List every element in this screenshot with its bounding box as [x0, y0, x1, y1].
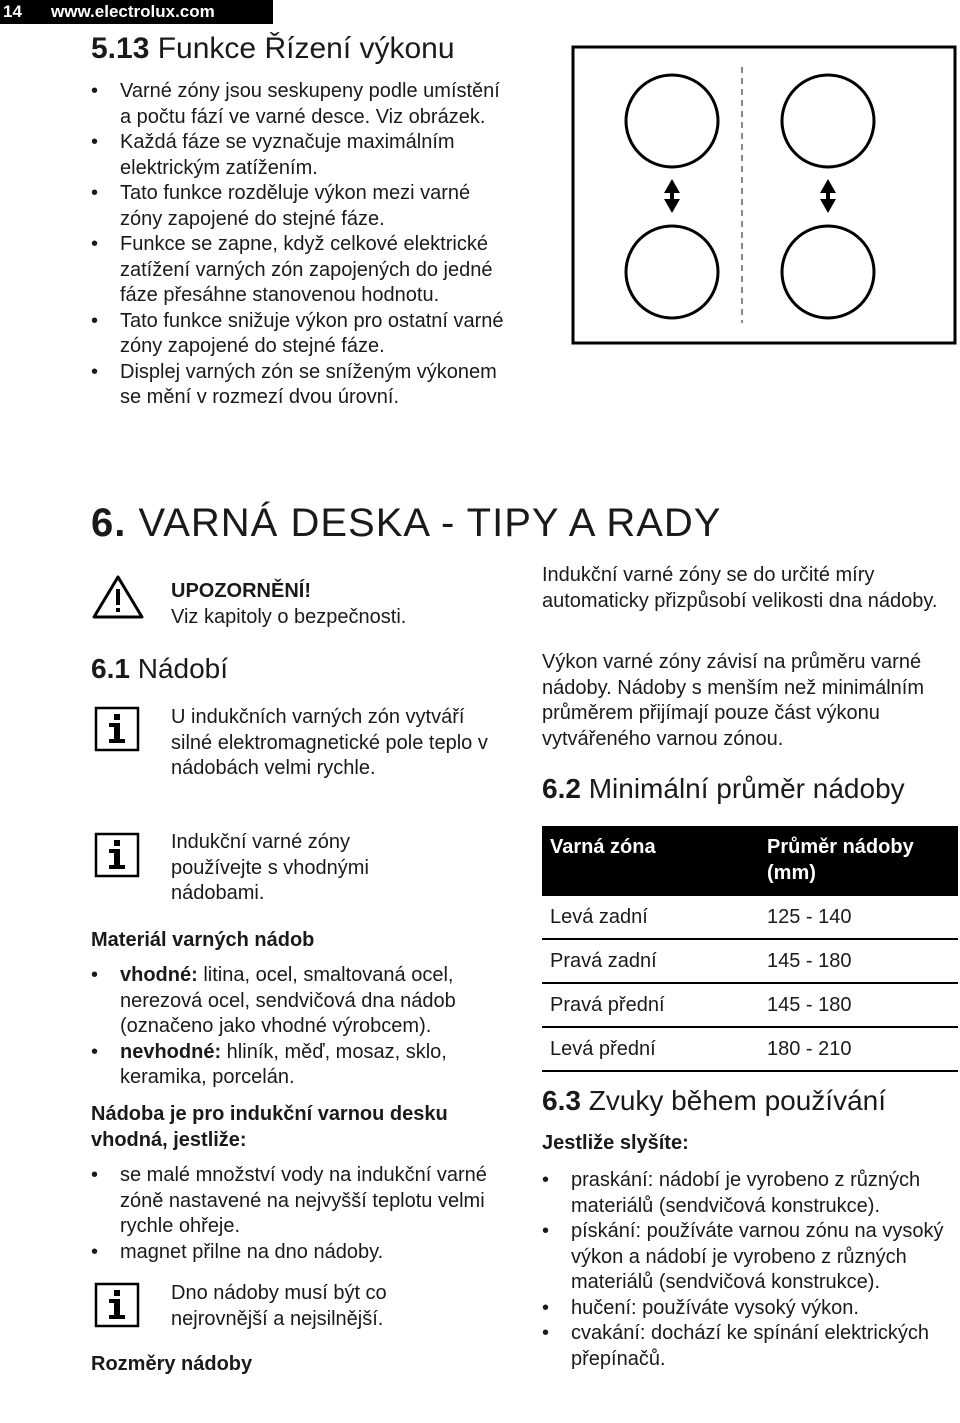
section-5-13-heading [91, 32, 455, 66]
list-item [91, 1040, 511, 1091]
warning-title: UPOZORNĚNÍ! [171, 580, 311, 602]
chapter-number: 6. [91, 501, 127, 545]
material-heading: Materiál varných nádob [91, 929, 315, 951]
list-item: • hučení: používáte vysoký výkon. [542, 1296, 950, 1322]
list-item: • pískání: používáte varnou zónu na vysoký výkon a nádobí je vyrobeno z různých materiálů (sendvičová konstrukce). [542, 1219, 950, 1296]
section-number: 6.3 [542, 1085, 581, 1116]
list-item: • Tato funkce rozděluje výkon mezi varné zóny zapojené do stejné fáze. [91, 181, 511, 232]
item-label: vhodné: [120, 964, 198, 986]
warning-text: Viz kapitoly o bezpečnosti. [171, 605, 407, 628]
paragraph-adapt: Indukční varné zóny se do určité míry automaticky přizpůsobí velikosti dna nádoby. [542, 564, 938, 612]
section-title: Funkce Řízení výkonu [157, 32, 455, 65]
table-header-row [542, 826, 958, 896]
info-note-1: U indukčních varných zón vytváří silné elektromagnetické pole teplo v nádobách velmi rychle. [171, 706, 488, 779]
list-item: • Tato funkce snižuje výkon pro ostatní varné zóny zapojené do stejné fáze. [91, 309, 511, 360]
section-6-1-heading [91, 653, 228, 685]
warning-icon [92, 574, 144, 620]
table-row [542, 896, 958, 939]
section-number: 6.2 [542, 773, 581, 804]
hob-diagram [571, 45, 957, 345]
table-row [542, 1027, 958, 1071]
list-item: • Každá fáze se vyznačuje maximálním elektrickým zatížením. [91, 130, 511, 181]
section-number: 5.13 [91, 32, 150, 65]
section-6-3-heading [542, 1085, 886, 1117]
item-text: litina, ocel, smaltovaná ocel, nerezová ocel, sendvičová dna nádob (označeno jako vhodné výrobcem). [120, 964, 456, 1037]
item-label: nevhodné: [120, 1040, 222, 1063]
paragraph-power: Výkon varné zóny závisí na průměru varné nádoby. Nádoby s menším než minimálním průměrem přijímají pouze část výkonu vytvářeného varnou zónou. [542, 651, 925, 750]
website: www.electrolux.com [51, 2, 215, 21]
zone-right-rear [782, 75, 874, 167]
info-note-3: Dno nádoby musí být co nejrovnější a nejsilnější. [171, 1282, 387, 1330]
page-number: 14 [3, 2, 22, 21]
pan-diameter-table [542, 826, 958, 1072]
list-item: • se malé množství vody na indukční varné zóně nastavené na nejvyšší teplotu velmi rychle ohřeje. [91, 1163, 491, 1240]
suitable-heading: Nádoba je pro indukční varnou desku vhodná, jestliže: [91, 1103, 448, 1151]
section-title: Zvuky během používání [588, 1085, 886, 1116]
chapter-title: VARNÁ DESKA - TIPY A RADY [138, 501, 722, 545]
hob-outline [573, 47, 955, 343]
item-text: hliník, měď, mosaz, sklo, keramika, porcelán. [120, 1040, 447, 1088]
table-cell: Levá přední [542, 1027, 759, 1071]
info-note-2: Indukční varné zóny používejte s vhodnými nádobami. [171, 831, 369, 904]
list-item: • Displej varných zón se sníženým výkonem se mění v rozmezí dvou úrovní. [91, 360, 511, 411]
material-list [91, 963, 511, 1091]
warning-box [171, 579, 471, 630]
info-icon [94, 832, 140, 878]
table-cell: 145 - 180 [759, 939, 958, 983]
list-item [91, 963, 511, 1040]
list-item: • Varné zóny jsou seskupeny podle umístění a počtu fází ve varné desce. Viz obrázek. [91, 79, 511, 130]
list-item: • praskání: nádobí je vyrobeno z různých materiálů (sendvičová konstrukce). [542, 1168, 950, 1219]
table-cell: Levá zadní [542, 896, 759, 939]
section-6-2-heading [542, 773, 905, 805]
table-cell: 180 - 210 [759, 1027, 958, 1071]
section-title: Minimální průměr nádoby [588, 773, 905, 804]
table-cell: Pravá zadní [542, 939, 759, 983]
table-cell: 145 - 180 [759, 983, 958, 1027]
zone-left-rear [626, 75, 718, 167]
sounds-list [542, 1168, 950, 1372]
sounds-heading: Jestliže slyšíte: [542, 1132, 689, 1154]
zone-left-front [626, 226, 718, 318]
section-number: 6.1 [91, 653, 130, 684]
page-header [0, 0, 273, 24]
info-icon [94, 1282, 140, 1328]
column-header: Varná zóna [542, 826, 759, 896]
table-row [542, 939, 958, 983]
list-item: • magnet přilne na dno nádoby. [91, 1240, 491, 1266]
column-header: Průměr nádoby (mm) [759, 826, 958, 896]
table-cell: 125 - 140 [759, 896, 958, 939]
section-title: Nádobí [137, 653, 229, 684]
section-5-13-list [91, 79, 511, 411]
chapter-6-heading [91, 501, 721, 545]
suitable-list [91, 1163, 491, 1265]
info-icon [94, 706, 140, 752]
table-row [542, 983, 958, 1027]
table-cell: Pravá přední [542, 983, 759, 1027]
zone-right-front [782, 226, 874, 318]
list-item: • Funkce se zapne, když celkové elektrické zatížení varných zón zapojených do jedné fáze přesáhne stanovenou hodnotu. [91, 232, 511, 309]
list-item: • cvakání: dochází ke spínání elektrických přepínačů. [542, 1321, 950, 1372]
dimensions-heading: Rozměry nádoby [91, 1353, 253, 1375]
